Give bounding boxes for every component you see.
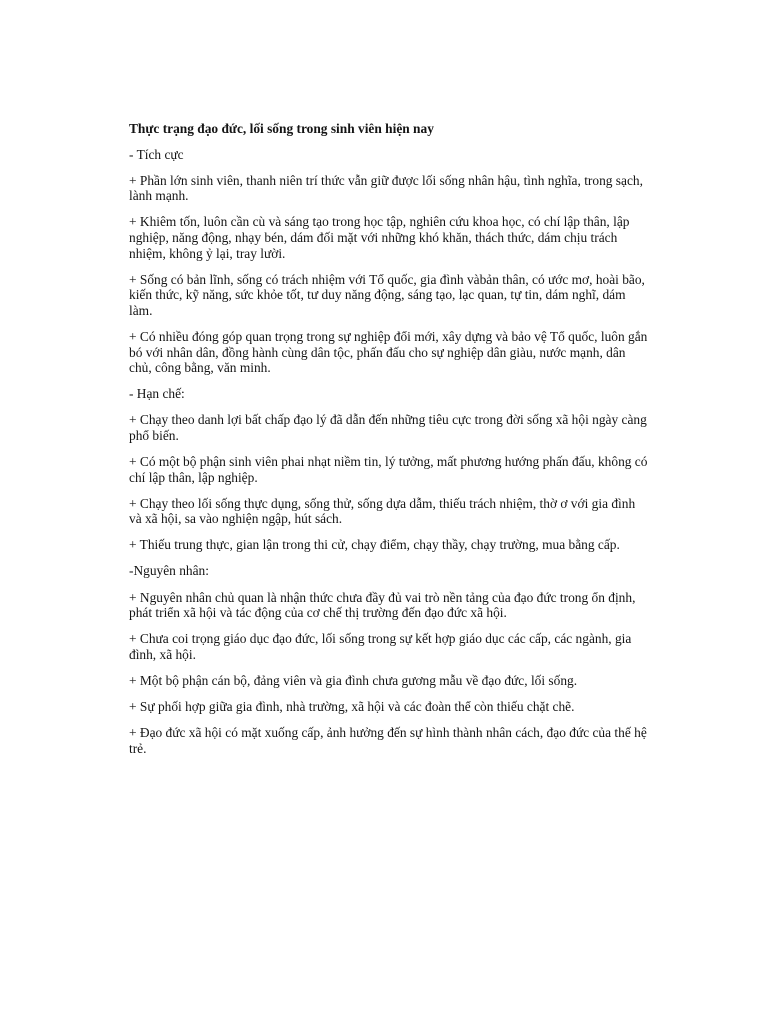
section-heading-causes: -Nguyên nhân:	[129, 563, 209, 579]
paragraph: + Có một bộ phận sinh viên phai nhạt niềm tin, lý tưởng, mất phương hướng phấn đấu, không có chí lập thân, lập nghiệp.	[129, 454, 648, 485]
paragraph: + Đạo đức xã hội có mặt xuống cấp, ảnh hưởng đến sự hình thành nhân cách, đạo đức của thế hệ trẻ.	[129, 725, 647, 756]
section-heading-positive: - Tích cực	[129, 146, 184, 162]
paragraph: + Khiêm tốn, luôn cần cù và sáng tạo trong học tập, nghiên cứu khoa học, có chí lập thân, lập nghiệp, năng động, nhạy bén, dám đối mặt với những khó khăn, thách thức, dám chịu trách nhiệm, không ỷ lại, tray lười.	[129, 214, 630, 261]
paragraph: + Thiếu trung thực, gian lận trong thi cử, chạy điểm, chạy thầy, chạy trường, mua bằng cấp.	[129, 537, 620, 553]
paragraph: + Sự phối hợp giữa gia đình, nhà trường, xã hội và các đoàn thể còn thiếu chặt chẽ.	[129, 699, 575, 715]
document-title: Thực trạng đạo đức, lối sống trong sinh viên hiện nay	[129, 121, 434, 136]
paragraph: + Chưa coi trọng giáo dục đạo đức, lối sống trong sự kết hợp giáo dục các cấp, các ngành, gia đình, xã hội.	[129, 631, 632, 662]
paragraph: + Có nhiều đóng góp quan trọng trong sự nghiệp đổi mới, xây dựng và bảo vệ Tổ quốc, luôn gắn bó với nhân dân, đồng hành cùng dân tộc, phấn đấu cho sự nghiệp dân giàu, nước mạnh, dân chủ, công bằng, văn minh.	[129, 328, 648, 376]
paragraph: + Chạy theo lối sống thực dụng, sống thử, sống dựa dẫm, thiếu trách nhiệm, thờ ơ với gia đình và xã hội, sa vào nghiện ngập, hút sách.	[129, 495, 636, 527]
paragraph: + Nguyên nhân chủ quan là nhận thức chưa đầy đủ vai trò nền tảng của đạo đức trong ổn định, phát triển xã hội và tác động của cơ chế thị trường đến đạo đức xã hội.	[129, 589, 636, 621]
section-heading-limitations: - Hạn chế:	[129, 386, 185, 402]
document-body	[129, 121, 649, 767]
paragraph: + Một bộ phận cán bộ, đảng viên và gia đình chưa gương mẫu về đạo đức, lối sống.	[129, 672, 578, 688]
paragraph: + Sống có bản lĩnh, sống có trách nhiệm với Tổ quốc, gia đình vàbản thân, có ước mơ, hoài bão, kiến thức, kỹ năng, sức khỏe tốt, tư duy năng động, sáng tạo, lạc quan, tự tin, dám nghĩ, dám làm.	[129, 271, 645, 318]
paragraph: + Phần lớn sinh viên, thanh niên trí thức vẫn giữ được lối sống nhân hậu, tình nghĩa, trong sạch, lành mạnh.	[129, 172, 643, 204]
paragraph: + Chạy theo danh lợi bất chấp đạo lý đã dẫn đến những tiêu cực trong đời sống xã hội ngày càng phổ biến.	[129, 412, 647, 443]
